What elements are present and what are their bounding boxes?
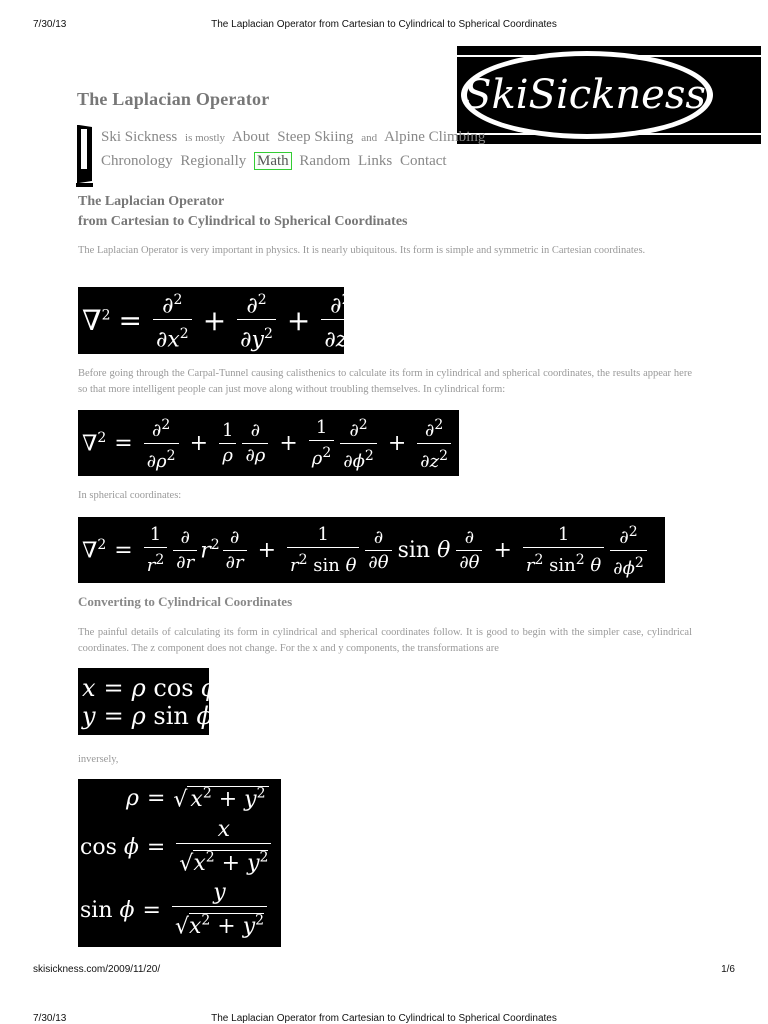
print-page-number: 1/6	[721, 964, 735, 975]
article-heading-line-2: from Cartesian to Cylindrical to Spherical Coordinates	[78, 214, 408, 229]
print-url: skisickness.com/2009/11/20/	[33, 964, 161, 975]
logo-text: SkiSickness	[464, 72, 706, 118]
nav-connector: is mostly	[185, 132, 226, 144]
site-title: The Laplacian Operator	[77, 89, 270, 109]
ski-pole-icon	[76, 123, 93, 188]
site-navigation	[101, 126, 489, 173]
print-title: The Laplacian Operator from Cartesian to Cylindrical to Spherical Coordinates	[211, 19, 557, 30]
nav-row-2	[101, 150, 489, 173]
print-date: 7/30/13	[33, 19, 67, 30]
nav-link-steep-skiing[interactable]: Steep Skiing	[277, 129, 354, 145]
site-logo[interactable]	[457, 46, 761, 144]
nav-row-1	[101, 126, 489, 150]
paragraph-results: Before going through the Carpal-Tunnel causing calisthenics to calculate its form in cylindrical and spherical coordinates, the results appear here so that more intelligent people can just move along without troubling themselves. In cylindrical form:	[78, 368, 692, 395]
nav-link-about[interactable]: About	[232, 129, 270, 145]
equation-cylindrical: ∇$^2$ = $\frac{\partial^2}{\partial\rho^2}$ + $\frac{1}{\rho}$ $\frac{\partial}{\partial\rho}$ + $\frac{1}{\rho^2}$ $\frac{\partial^2}{\partial\phi^2}$ + $\frac{\partial^2}{\partial z^2}$	[78, 410, 459, 476]
logo-graphic	[457, 46, 761, 144]
nav-link-chronology[interactable]: Chronology	[101, 153, 173, 169]
paragraph-details: The painful details of calculating its form in cylindrical and spherical coordinates follow. It is good to begin with the simpler case, cylindrical coordinates. The z component does not change. For the x and y components, the transformations are	[78, 627, 692, 654]
nav-link-ski-sickness[interactable]: Ski Sickness	[101, 129, 178, 145]
nav-link-alpine-climbing[interactable]: Alpine Climbing	[384, 129, 486, 145]
nav-link-links[interactable]: Links	[358, 153, 393, 169]
nav-link-regionally[interactable]: Regionally	[180, 153, 247, 169]
paragraph-intro: The Laplacian Operator is very important in physics. It is nearly ubiquitous. Its form is simple and symmetric in Cartesian coordinates.	[78, 245, 646, 256]
nav-connector: and	[361, 132, 378, 144]
nav-link-random[interactable]: Random	[299, 153, 351, 169]
equation-cartesian: ∇$^2$ = $\frac{\partial^2}{\partial x^2}$ + $\frac{\partial^2}{\partial y^2}$ + $\frac{\partial^2}{\partial z^2}$	[78, 287, 344, 354]
equation-spherical: ∇$^2$ = $\frac{1}{r^2}$ $\frac{\partial}{\partial r}$ $r^2$ $\frac{\partial}{\partial r}$ + $\frac{1}{r^2 \sin \theta}$ $\frac{\partial}{\partial\theta}$ sin θ $\frac{\partial}{\partial\theta}$ + $\frac{1}{r^2 \sin^2 \theta}$ $\frac{\partial^2}{\partial\phi^2}$	[78, 517, 665, 583]
print-date-page-2: 7/30/13	[33, 1013, 67, 1024]
print-title-page-2: The Laplacian Operator from Cartesian to Cylindrical to Spherical Coordinates	[211, 1013, 557, 1024]
nav-link-math[interactable]: Math	[254, 152, 292, 170]
equation-inverse-transform: ρ = √ $x^2 + y^2$ cos ϕ = $\frac{x}{√x^2 + y^2}$ sin ϕ = $\frac{y}{√x^2 + y^2}$	[78, 779, 281, 947]
equation-xy-transform: x = ρ cos ϕ y = ρ sin ϕ	[78, 668, 209, 735]
article-heading-line-1: The Laplacian Operator	[78, 194, 225, 209]
paragraph-spherical-intro: In spherical coordinates:	[78, 490, 182, 501]
article-heading	[78, 192, 408, 232]
paragraph-inversely: inversely,	[78, 754, 119, 765]
section-heading-cylindrical: Converting to Cylindrical Coordinates	[78, 594, 293, 609]
nav-link-contact[interactable]: Contact	[399, 153, 447, 169]
